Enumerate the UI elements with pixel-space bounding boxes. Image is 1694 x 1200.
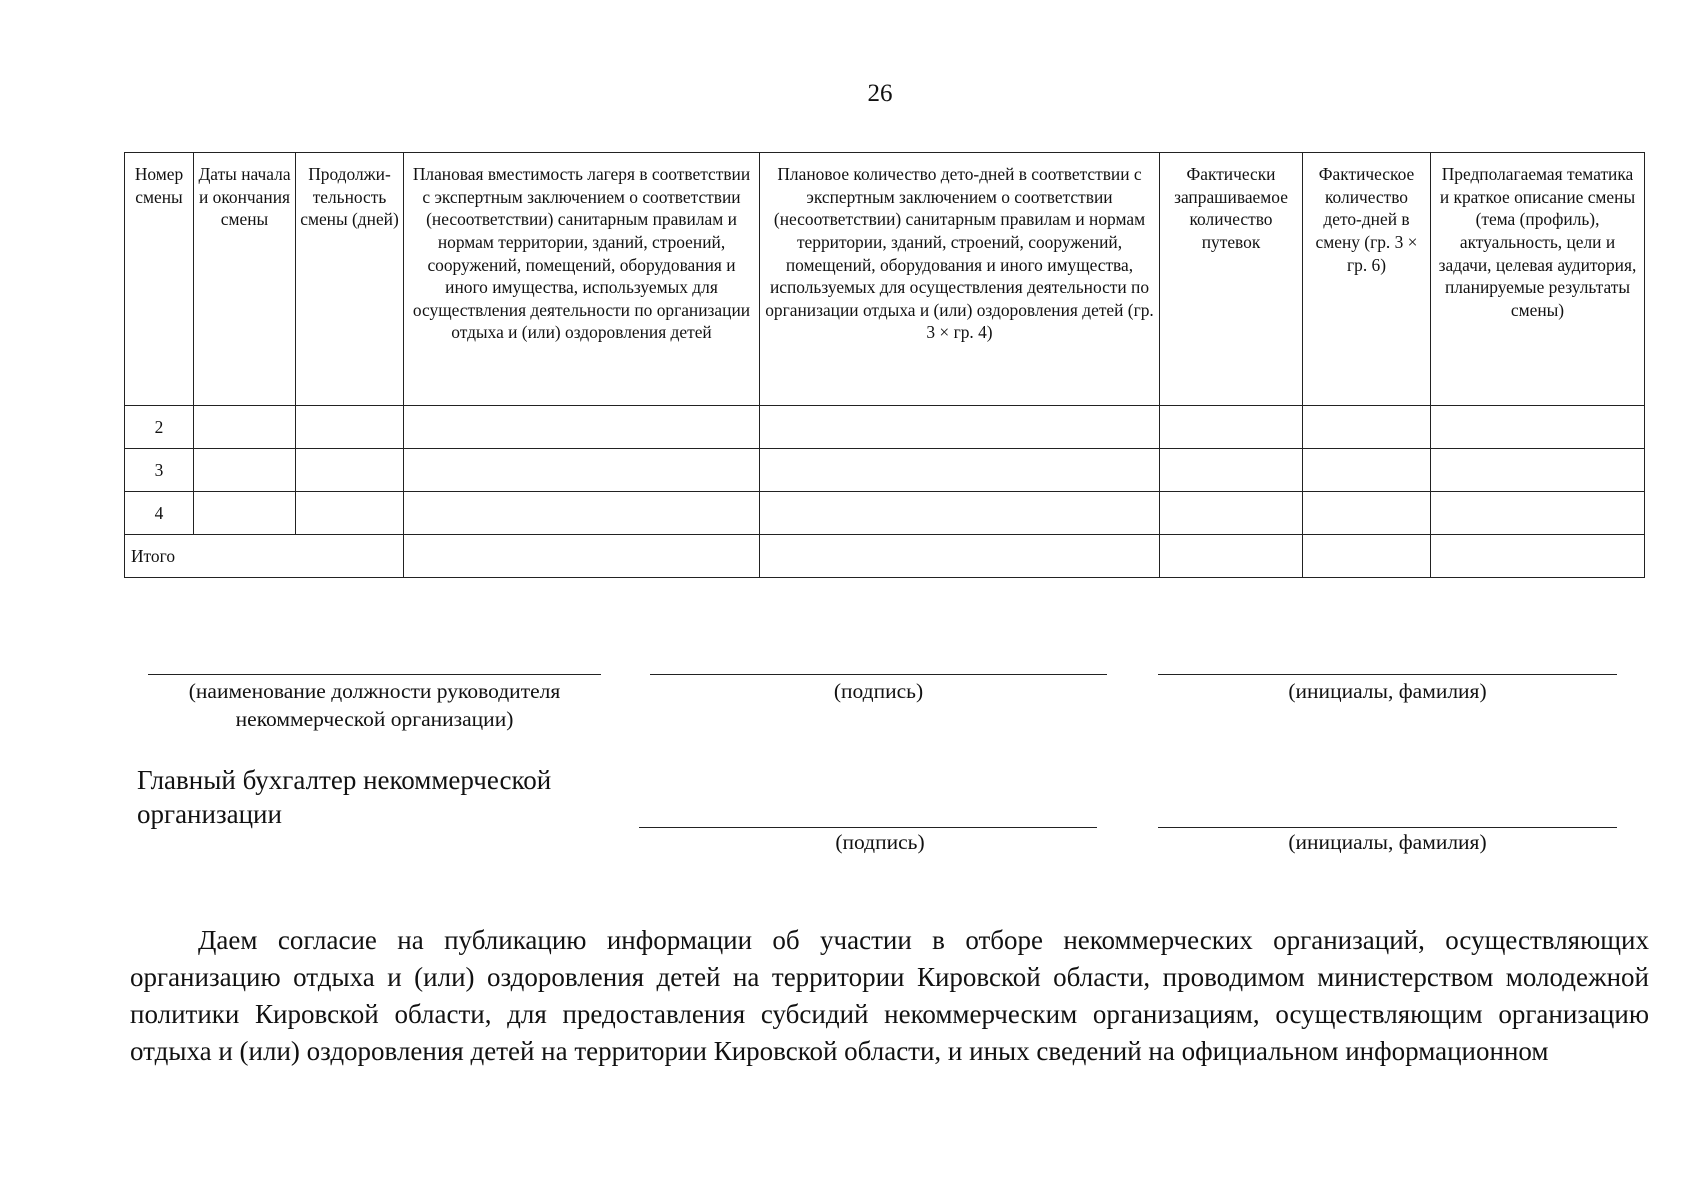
table-cell (194, 449, 296, 492)
table-cell (296, 449, 404, 492)
table-cell (404, 535, 760, 578)
row-shift-number: 4 (125, 492, 194, 535)
table-cell (1160, 406, 1303, 449)
header-requested-vouchers: Фактически запрашиваемое количество путевок (1160, 153, 1303, 406)
table-cell (1160, 449, 1303, 492)
table-cell (1303, 492, 1431, 535)
header-shift-dates: Даты начала и окончания смены (194, 153, 296, 406)
accountant-signature-caption: (подпись) (835, 830, 925, 854)
table-cell (1431, 406, 1645, 449)
table-total-row (125, 535, 1645, 578)
table-cell (1303, 535, 1431, 578)
table-cell (404, 406, 760, 449)
table-cell (1431, 492, 1645, 535)
table-cell (194, 492, 296, 535)
shift-table (124, 152, 1645, 578)
accountant-label: Главный бухгалтер некоммерческой организации (137, 765, 552, 829)
table-cell (1303, 406, 1431, 449)
total-label: Итого (125, 535, 404, 578)
accountant-name-line (1158, 827, 1617, 828)
table-cell (760, 449, 1160, 492)
table-cell (1431, 449, 1645, 492)
table-cell (404, 449, 760, 492)
header-planned-capacity: Плановая вместимость лагеря в соответствии с экспертным заключением о соответствии (несоответствии) санитарным правилам и нормам территории, зданий, строений, сооружений, помещений, оборудования и иного имущества, используемых для осуществления деятельности по организации отдыха и (или) оздоровления детей (404, 153, 760, 406)
table-cell (760, 406, 1160, 449)
table-cell (404, 492, 760, 535)
row-shift-number: 3 (125, 449, 194, 492)
table-cell (1160, 492, 1303, 535)
table-cell (296, 406, 404, 449)
director-name-caption: (инициалы, фамилия) (1288, 679, 1487, 703)
row-shift-number: 2 (125, 406, 194, 449)
table-cell (296, 492, 404, 535)
table-cell (1303, 449, 1431, 492)
header-shift-number: Номер смены (125, 153, 194, 406)
header-actual-child-days: Фактическое количество дето-дней в смену (гр. 3 × гр. 6) (1303, 153, 1431, 406)
header-shift-theme: Предполагаемая тематика и краткое описание смены (тема (профиль), актуальность, цели и задачи, целевая аудитория, планируемые результаты смены) (1431, 153, 1645, 406)
table-cell (760, 492, 1160, 535)
table-row (125, 406, 1645, 449)
page-number: 26 (867, 80, 893, 107)
accountant-name-caption: (инициалы, фамилия) (1288, 830, 1487, 854)
director-position-caption: (наименование должности руководителя некоммерческой организации) (188, 679, 561, 731)
director-position-line (148, 674, 601, 675)
director-signature-caption: (подпись) (833, 679, 924, 703)
table-row (125, 492, 1645, 535)
table-cell (194, 406, 296, 449)
table-cell (1160, 535, 1303, 578)
table-cell (760, 535, 1160, 578)
table-cell (1431, 535, 1645, 578)
table-row (125, 449, 1645, 492)
table-header-row (125, 153, 1645, 406)
header-planned-child-days: Плановое количество дето-дней в соответствии с экспертным заключением о соответствии (несоответствии) санитарным правилам и нормам территории, зданий, строений, сооружений, помещений, оборудования и иного имущества, используемых для осуществления деятельности по организации отдыха и (или) оздоровления детей (гр. 3 × гр. 4) (760, 153, 1160, 406)
director-signature-line (650, 674, 1107, 675)
director-name-line (1158, 674, 1617, 675)
header-shift-duration: Продолжи-тельность смены (дней) (296, 153, 404, 406)
consent-paragraph: Даем согласие на публикацию информации об участии в отборе некоммерческих организаций, осуществляющих организацию отдыха и (или) оздоровления детей на территории Кировской области, проводимом министерством молодежной политики Кировской области, для предоставления субсидий некоммерческим организациям, осуществляющим организацию отдыха и (или) оздоровления детей на территории Кировской области, и иных сведений на официальном информационном (130, 925, 1649, 1066)
accountant-signature-line (639, 827, 1097, 828)
